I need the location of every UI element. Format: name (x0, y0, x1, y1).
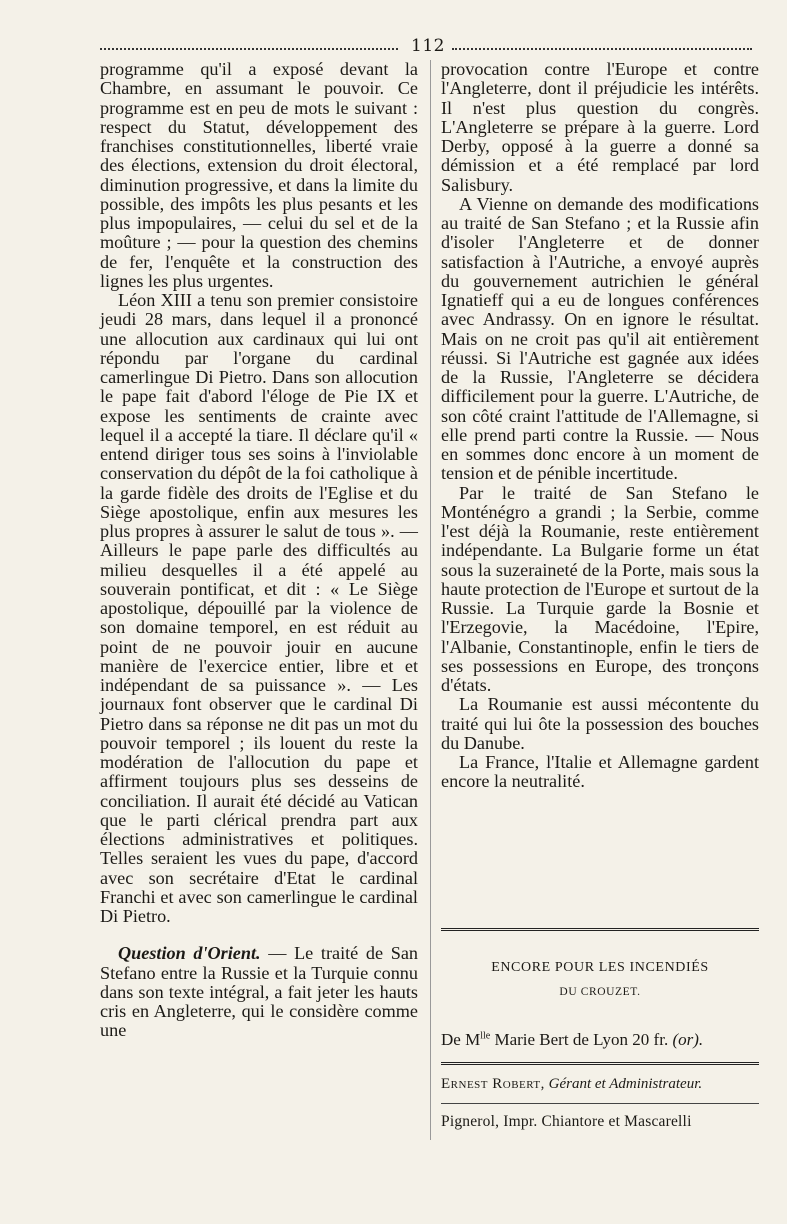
footer-rule-bottom (441, 1103, 759, 1104)
donation-line (441, 1030, 759, 1050)
right-paragraph-3: Par le traité de San Stefano le Monténégro a grandi ; la Serbie, comme l'est déjà la Roumanie, reste entièrement indépendante. La Bulgarie forme un état sous la suzeraineté de la Porte, mais sous la haute protection de l'Europe et surtout de la Russie. La Turquie garde la Bosnie et l'Erzegovie, la Macédoine, l'Epire, l'Albanie, Constantinople, enfin le tiers de ses possessions en Europe, des tronçons d'états. (441, 482, 759, 695)
section-heading-question-orient: Question d'Orient. (118, 943, 261, 964)
left-paragraph-3 (100, 944, 418, 1040)
left-paragraph-1: programme qu'il a exposé devant la Chambre, en assumant le pouvoir. Ce programme est en peu de mots le suivant : respect du Statut, développement des franchises constitutionnelles, liberté vraie des élections, extension du droit électoral, diminution progressive, et dans la limite du possible, des impôts les plus pesants et les plus impopulaires, — celui du sel et de la moûture ; — pour la question des chemins de fer, l'enquête et la construction des lignes les plus urgentes. (100, 59, 418, 291)
left-paragraph-2: Léon XIII a tenu son premier consistoire jeudi 28 mars, dans lequel il a prononcé une allocution aux cardinaux qui lui ont répondu par l'organe du cardinal camerlingue Di Pietro. Dans son allocution le pape fait d'abord l'éloge de Pie IX et expose les sentiments de crainte avec lequel il a accepté la tiare. Il déclare qu'il « entend diriger tous ses soins à l'inviolable conservation du dépôt de la foi catholique à la garde fidèle des droits de l'Eglise et du Siège apostolique, enfin aux mesures les plus propres à assurer le salut de tous ». — Ailleurs le pape parle des difficultés au milieu desquelles il a été appelé au souverain pontificat, et dit : « Le Siège apostolique, dépouillé par la violence de son domaine temporel, en est réduit au point de ne pouvoir jouir en aucune manière de l'exercice entier, libre et et indépendant de sa puissance ». — Les journaux font observer que le cardinal Di Pietro dans sa réponse ne dit pas un mot du pouvoir temporel ; ils louent du reste la modération de l'allocution du pape et affirment toujours plus ses desseins de conciliation. Il aurait été décidé au Vatican que le parti clérical prendra part aux élections administratives et politiques. Telles seraient les vues du pape, d'accord avec son secrétaire d'Etat le cardinal Franchi et avec son camerlingue le cardinal Di Pietro. (100, 290, 418, 926)
page-header (100, 36, 760, 58)
right-paragraph-4: La Roumanie est aussi mécontente du traité qui lui ôte la possession des bouches du Danube. (441, 694, 759, 753)
donation-text: Marie Bert de Lyon 20 fr. (490, 1030, 673, 1049)
left-column (100, 60, 418, 1140)
manager-role: Gérant et Administrateur. (544, 1076, 703, 1092)
page-number: 112 (411, 36, 445, 56)
notice-subtitle: DU CROUZET. (559, 986, 641, 998)
manager-name: Ernest Robert, (441, 1076, 545, 1092)
header-rule-left (100, 48, 398, 50)
right-paragraph-2: A Vienne on demande des modifications au traité de San Stefano ; et la Russie afin d'isoler l'Angleterre et de donner satisfaction à l'Autriche, a envoyé auprès du gouvernement autrichien le général Ignatieff qui a eu de longues conférences avec Andrassy. On en ignore le résultat. Mais on ne croit pas qu'il ait entièrement réussi. Si l'Autriche est gagnée aux idées de la Russie, l'Angleterre se décidera difficilement pour la guerre. L'Autriche, de son côté craint l'attitude de l'Allemagne, si elle prend parti contre la Russie. — Nous en sommes donc encore à un moment de tension et de pénible incertitude. (441, 193, 759, 484)
right-column (441, 60, 759, 910)
printer-line: Pignerol, Impr. Chiantore et Mascarelli (441, 1113, 692, 1130)
manager-line (441, 1076, 759, 1093)
section-body-question-orient: — Le traité de San Stefano entre la Russie et la Turquie connu dans son texte intégral, a fait jeter les hauts cris en Angleterre, qui le considère comme une (100, 943, 418, 1041)
donation-title-abbrev: lle (480, 1030, 491, 1042)
column-divider (430, 60, 431, 1140)
donation-unit: (or). (672, 1030, 704, 1049)
donation-prefix: De M (441, 1030, 481, 1049)
notice-top-rule (441, 928, 759, 931)
footer-rule-top (441, 1062, 759, 1065)
header-rule-right (452, 48, 752, 50)
right-paragraph-1: provocation contre l'Europe et contre l'Angleterre, dont il préjudicie les intérêts. Il n'est plus question du congrès. L'Angleterre se prépare à la guerre. Lord Derby, opposé à la guerre a donné sa démission et a été remplacé par lord Salisbury. (441, 59, 759, 195)
right-paragraph-5: La France, l'Italie et Allemagne gardent encore la neutralité. (441, 752, 759, 792)
notice-title: ENCORE POUR LES INCENDIÉS (491, 960, 709, 975)
